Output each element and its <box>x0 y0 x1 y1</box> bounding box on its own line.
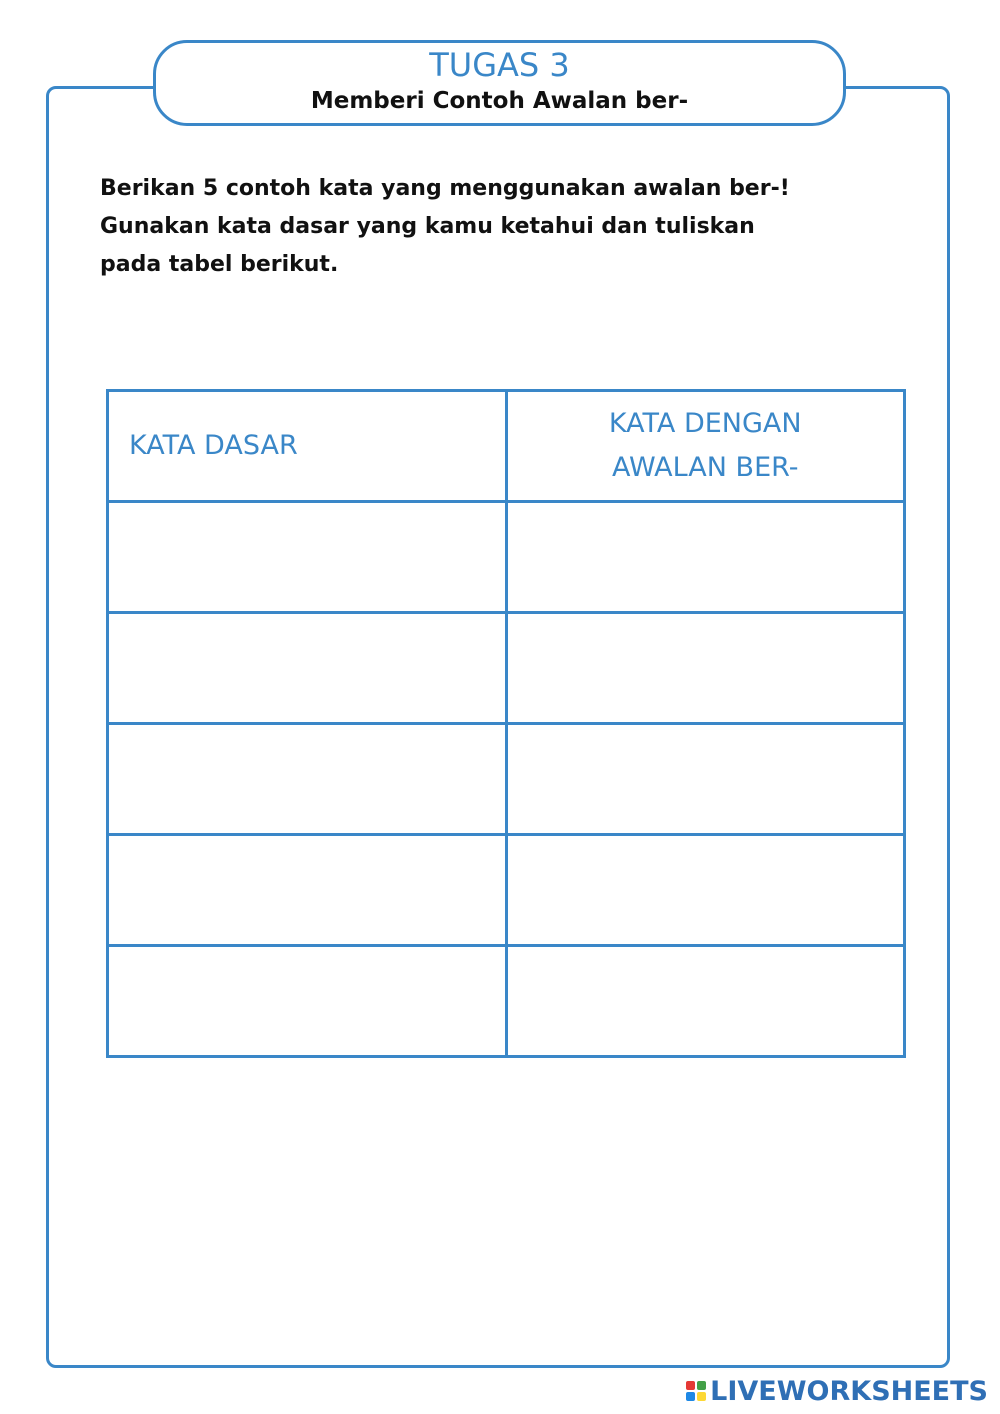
answer-cell-kata-berawalan[interactable] <box>506 946 905 1057</box>
page-subtitle: Memberi Contoh Awalan ber- <box>310 88 689 114</box>
instruction-line: Gunakan kata dasar yang kamu ketahui dan tuliskan <box>100 214 755 239</box>
table-row <box>108 724 905 835</box>
answer-cell-kata-dasar[interactable] <box>108 724 507 835</box>
answer-cell-kata-dasar[interactable] <box>108 946 507 1057</box>
table-row <box>108 613 905 724</box>
header-box <box>153 40 846 126</box>
table-row <box>108 946 905 1057</box>
column-header-kata-dasar: KATA DASAR <box>108 391 507 502</box>
answer-cell-kata-berawalan[interactable] <box>506 724 905 835</box>
instruction-line: pada tabel berikut. <box>100 252 339 277</box>
answer-cell-kata-berawalan[interactable] <box>506 613 905 724</box>
table-header-row <box>108 391 905 502</box>
instruction-line: Berikan 5 contoh kata yang menggunakan awalan ber-! <box>100 176 790 201</box>
answer-table <box>106 389 906 1058</box>
table-row <box>108 502 905 613</box>
answer-cell-kata-berawalan[interactable] <box>506 835 905 946</box>
liveworksheets-logo-icon <box>686 1381 706 1401</box>
answer-cell-kata-dasar[interactable] <box>108 835 507 946</box>
answer-cell-kata-dasar[interactable] <box>108 613 507 724</box>
instructions <box>100 170 860 284</box>
page-title: TUGAS 3 <box>429 46 570 84</box>
answer-cell-kata-berawalan[interactable] <box>506 502 905 613</box>
table-row <box>108 835 905 946</box>
answer-cell-kata-dasar[interactable] <box>108 502 507 613</box>
column-header-kata-berawalan: KATA DENGAN AWALAN BER- <box>506 391 905 502</box>
liveworksheets-logo[interactable] <box>686 1374 988 1408</box>
logo-text: LIVEWORKSHEETS <box>710 1375 988 1407</box>
